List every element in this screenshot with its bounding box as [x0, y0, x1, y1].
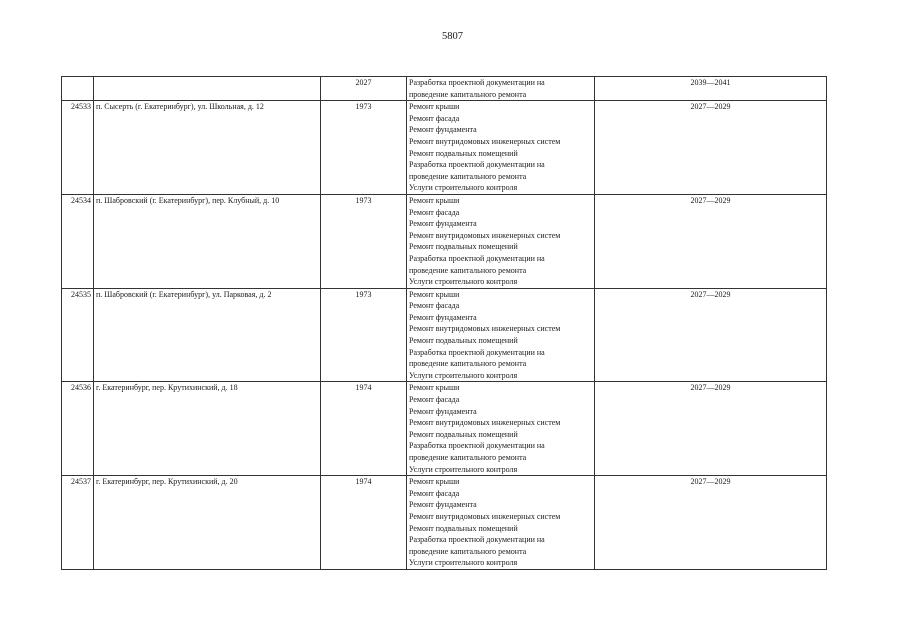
- work-item: Ремонт подвальных помещений: [409, 523, 518, 533]
- work-item: Ремонт крыши: [409, 289, 460, 299]
- period-cell: 2027—2029: [595, 476, 827, 570]
- work-item: проведение капитального ремонта: [409, 89, 527, 99]
- table-row: [62, 101, 827, 195]
- works-cell: [407, 288, 595, 382]
- work-item: Услуги строительного контроля: [409, 277, 518, 287]
- page-number: 5807: [442, 31, 463, 42]
- work-item: Разработка проектной документации на: [409, 253, 545, 263]
- address-cell: [94, 77, 321, 101]
- work-item: Ремонт внутридомовых инженерных систем: [409, 324, 561, 334]
- work-item: Ремонт фундамента: [409, 406, 477, 416]
- repair-schedule-table: [61, 76, 827, 570]
- work-item: Разработка проектной документации на: [409, 441, 545, 451]
- work-item: Ремонт внутридомовых инженерных систем: [409, 230, 561, 240]
- table-row: [62, 194, 827, 288]
- work-item: Ремонт внутридомовых инженерных систем: [409, 136, 561, 146]
- year-cell: 1973: [321, 194, 407, 288]
- row-number-cell: 24536: [62, 382, 94, 476]
- works-cell: [407, 194, 595, 288]
- work-item: Ремонт фундамента: [409, 500, 477, 510]
- period-cell: 2039—2041: [595, 77, 827, 101]
- work-item: Ремонт крыши: [409, 477, 460, 487]
- address-cell: г. Екатеринбург, пер. Крутихинский, д. 20: [94, 476, 321, 570]
- row-number-cell: 24534: [62, 194, 94, 288]
- work-item: Ремонт фасада: [409, 301, 460, 311]
- row-number-cell: [62, 77, 94, 101]
- table-row: [62, 288, 827, 382]
- work-item: проведение капитального ремонта: [409, 359, 527, 369]
- works-cell: [407, 77, 595, 101]
- address-cell: п. Шабровский (г. Екатеринбург), пер. Клубный, д. 10: [94, 194, 321, 288]
- work-item: Услуги строительного контроля: [409, 183, 518, 193]
- address-cell: г. Екатеринбург, пер. Крутихинский, д. 18: [94, 382, 321, 476]
- period-cell: 2027—2029: [595, 288, 827, 382]
- work-item: Ремонт подвальных помещений: [409, 148, 518, 158]
- work-item: Ремонт фундамента: [409, 219, 477, 229]
- period-cell: 2027—2029: [595, 382, 827, 476]
- work-item: Услуги строительного контроля: [409, 370, 518, 380]
- year-cell: 1974: [321, 382, 407, 476]
- work-item: Ремонт подвальных помещений: [409, 242, 518, 252]
- work-item: проведение капитального ремонта: [409, 265, 527, 275]
- address-cell: п. Сысерть (г. Екатеринбург), ул. Школьная, д. 12: [94, 101, 321, 195]
- period-cell: 2027—2029: [595, 194, 827, 288]
- year-cell: 1974: [321, 476, 407, 570]
- work-item: Ремонт внутридомовых инженерных систем: [409, 418, 561, 428]
- work-item: Разработка проектной документации на: [409, 78, 545, 87]
- work-item: Разработка проектной документации на: [409, 535, 545, 545]
- work-item: Ремонт фасада: [409, 488, 460, 498]
- year-cell: 1973: [321, 101, 407, 195]
- works-cell: [407, 476, 595, 570]
- work-item: Ремонт фасада: [409, 113, 460, 123]
- year-cell: 1973: [321, 288, 407, 382]
- table-row: [62, 77, 827, 101]
- work-item: Ремонт крыши: [409, 383, 460, 393]
- works-cell: [407, 101, 595, 195]
- work-item: Ремонт крыши: [409, 195, 460, 205]
- work-item: Услуги строительного контроля: [409, 464, 518, 474]
- table-row: [62, 382, 827, 476]
- work-item: проведение капитального ремонта: [409, 171, 527, 181]
- table-body: [62, 77, 827, 570]
- work-item: Ремонт крыши: [409, 102, 460, 112]
- work-item: Ремонт фундамента: [409, 125, 477, 135]
- work-item: Услуги строительного контроля: [409, 558, 518, 568]
- work-item: Разработка проектной документации на: [409, 160, 545, 170]
- work-item: проведение капитального ремонта: [409, 546, 527, 556]
- work-item: Ремонт подвальных помещений: [409, 429, 518, 439]
- address-cell: п. Шабровский (г. Екатеринбург), ул. Парковая, д. 2: [94, 288, 321, 382]
- work-item: Разработка проектной документации на: [409, 347, 545, 357]
- work-item: Ремонт фундамента: [409, 312, 477, 322]
- work-item: Ремонт подвальных помещений: [409, 336, 518, 346]
- row-number-cell: 24535: [62, 288, 94, 382]
- year-cell: 2027: [321, 77, 407, 101]
- work-item: проведение капитального ремонта: [409, 453, 527, 462]
- work-item: Ремонт внутридомовых инженерных систем: [409, 511, 561, 521]
- row-number-cell: 24537: [62, 476, 94, 570]
- works-cell: [407, 382, 595, 476]
- work-item: Ремонт фасада: [409, 207, 460, 217]
- period-cell: 2027—2029: [595, 101, 827, 195]
- table-row: [62, 476, 827, 570]
- row-number-cell: 24533: [62, 101, 94, 195]
- work-item: Ремонт фасада: [409, 395, 460, 405]
